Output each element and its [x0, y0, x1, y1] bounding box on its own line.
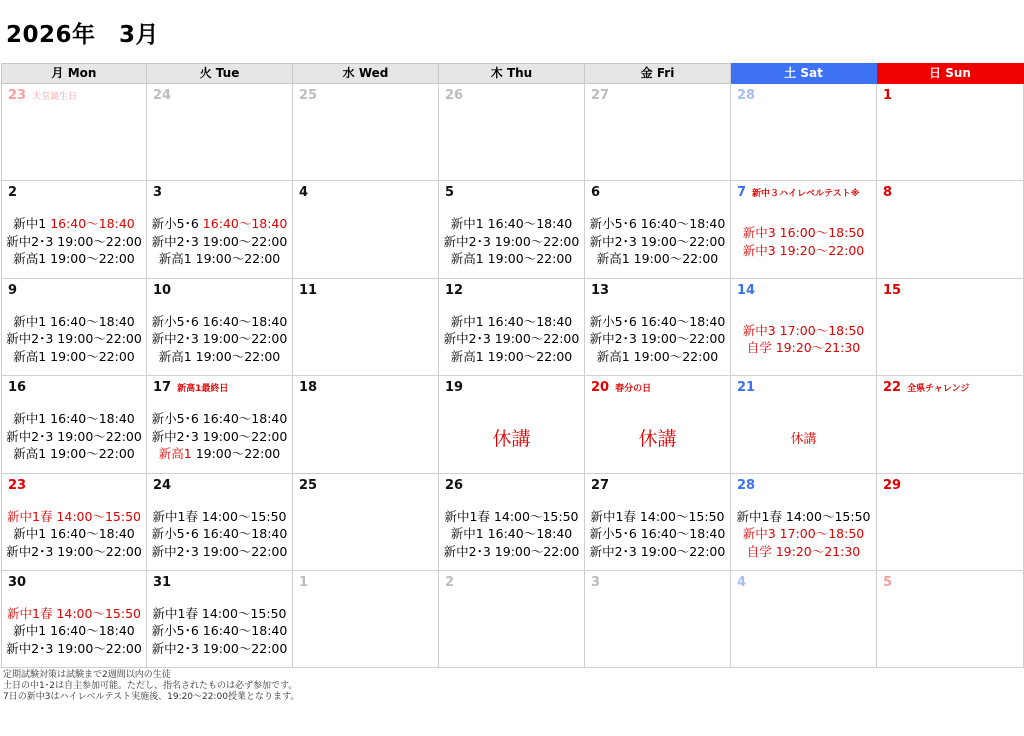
day-cell[interactable]	[147, 474, 293, 571]
weeks-container	[1, 84, 1024, 668]
day-cell[interactable]	[1, 376, 147, 473]
day-cell[interactable]	[439, 376, 585, 473]
day-cell[interactable]	[731, 181, 877, 278]
week-row	[1, 474, 1024, 571]
schedule-line: 新中1 16:40〜18:40	[13, 313, 135, 329]
schedule-line: 新中1 16:40〜18:40	[13, 411, 135, 427]
day-note: 全県チャレンジ	[907, 384, 970, 395]
day-cell[interactable]	[877, 474, 1024, 571]
day-number	[299, 185, 308, 200]
day-number-text: 24	[153, 88, 172, 103]
day-number	[8, 575, 26, 590]
day-number	[153, 478, 171, 493]
day-number-text: 31	[153, 574, 172, 590]
day-number-text: 30	[8, 574, 27, 590]
day-number-text: 18	[299, 380, 318, 396]
day-number-text: 3	[153, 185, 163, 201]
day-number	[8, 185, 17, 200]
day-number-text: 27	[591, 88, 610, 103]
schedule-line: 新中1 16:40〜18:40	[450, 526, 573, 542]
schedule-lines	[585, 313, 730, 366]
day-cell[interactable]	[585, 376, 731, 473]
day-number	[153, 575, 171, 590]
schedule-text: 新中1春 14:00〜15:50	[7, 508, 141, 524]
schedule-line: 新中1 16:40〜18:40	[450, 313, 573, 329]
schedule-line: 新中1春 14:00〜15:50	[736, 508, 871, 524]
day-number-text: 5	[445, 185, 455, 201]
day-cell[interactable]	[585, 571, 731, 668]
schedule-line: 新小5･6 16:40〜18:40	[589, 313, 726, 329]
schedule-line: 新中2･3 19:00〜22:00	[6, 640, 142, 656]
schedule-line: 新中1 16:40〜18:40	[450, 216, 573, 232]
day-number-text: 14	[737, 282, 756, 298]
day-cell[interactable]	[1, 571, 147, 668]
day-number	[883, 478, 901, 493]
day-number	[445, 185, 454, 200]
day-cell[interactable]	[731, 474, 877, 571]
schedule-line: 新高1 19:00〜22:00	[158, 348, 281, 364]
schedule-line: 新小5･6 16:40〜18:40	[151, 411, 288, 427]
day-number	[591, 478, 609, 493]
day-number-text: 23	[8, 477, 27, 493]
week-row	[1, 279, 1024, 376]
day-cell[interactable]	[1, 181, 147, 278]
footer-notes	[3, 670, 299, 703]
schedule-lines	[2, 215, 146, 268]
day-number-text: 3	[591, 574, 601, 590]
day-number	[299, 478, 317, 493]
day-number-text: 23	[8, 88, 27, 103]
schedule-text: 16:40〜18:40	[50, 216, 135, 232]
schedule-line: 新中1春 14:00〜15:50	[152, 605, 287, 621]
day-cell[interactable]	[585, 474, 731, 571]
day-number	[299, 575, 308, 590]
schedule-line: 新中2･3 19:00〜22:00	[589, 543, 726, 559]
weekday-header: 水 Wed	[293, 63, 439, 84]
schedule-line: 新高1 19:00〜22:00	[596, 348, 719, 364]
day-cell[interactable]	[731, 571, 877, 668]
day-number-text: 5	[883, 574, 893, 590]
schedule-line	[2, 215, 146, 233]
schedule-line: 新高1 19:00〜22:00	[450, 251, 573, 267]
weekday-header: 日 Sun	[877, 63, 1024, 84]
schedule-line	[731, 543, 876, 561]
day-cell[interactable]	[1, 279, 147, 376]
day-number	[591, 283, 609, 298]
schedule-line: 新中2･3 19:00〜22:00	[589, 331, 726, 347]
schedule-line	[731, 525, 876, 543]
day-number-text: 26	[445, 477, 464, 493]
schedule-line: 新中2･3 19:00〜22:00	[6, 233, 142, 249]
day-cell[interactable]	[731, 376, 877, 473]
schedule-text: 新小5･6	[151, 216, 203, 232]
day-number	[299, 380, 317, 395]
schedule-line: 新中1春 14:00〜15:50	[152, 508, 287, 524]
day-number-text: 11	[299, 282, 318, 298]
week-row	[1, 571, 1024, 668]
schedule-line: 新中3 17:00〜18:50	[742, 322, 865, 338]
day-number	[8, 88, 77, 103]
day-cell[interactable]	[439, 571, 585, 668]
schedule-lines	[585, 215, 730, 268]
day-number-text: 1	[883, 88, 893, 103]
week-row	[1, 376, 1024, 473]
schedule-text: 新中3 17:00〜18:50	[742, 526, 865, 542]
schedule-lines	[147, 410, 292, 463]
schedule-line: 新高1 19:00〜22:00	[450, 348, 573, 364]
day-number-text: 22	[883, 380, 902, 396]
schedule-lines	[731, 322, 876, 357]
day-cell[interactable]	[147, 376, 293, 473]
schedule-lines	[2, 410, 146, 463]
schedule-line: 新高1 19:00〜22:00	[158, 251, 281, 267]
day-number	[445, 283, 463, 298]
schedule-line: 新中2･3 19:00〜22:00	[151, 331, 288, 347]
day-cell[interactable]	[439, 279, 585, 376]
schedule-line	[2, 508, 146, 526]
schedule-lines	[731, 508, 876, 561]
day-number	[883, 88, 892, 103]
schedule-line: 新中2･3 19:00〜22:00	[443, 233, 580, 249]
day-number	[153, 283, 171, 298]
schedule-line: 新中1春 14:00〜15:50	[444, 508, 579, 524]
schedule-lines	[439, 508, 584, 561]
day-number	[299, 88, 317, 103]
day-number	[883, 283, 901, 298]
schedule-text: 新中1春 14:00〜15:50	[7, 605, 141, 621]
day-note: 新中３ハイレベルテスト※	[752, 189, 860, 200]
day-number	[153, 88, 171, 103]
day-number-text: 21	[737, 380, 756, 396]
day-number	[153, 185, 162, 200]
schedule-lines	[147, 605, 292, 658]
schedule-line: 新小5･6 16:40〜18:40	[151, 526, 288, 542]
day-cell[interactable]	[293, 84, 439, 181]
day-number-text: 25	[299, 477, 318, 493]
day-number	[737, 283, 755, 298]
day-cell[interactable]	[293, 571, 439, 668]
day-cell[interactable]	[293, 279, 439, 376]
day-cell[interactable]	[585, 84, 731, 181]
schedule-lines	[439, 215, 584, 268]
footer-note: 定期試験対策は試験まで2週間以内の生徒	[3, 670, 171, 680]
weekday-header: 月 Mon	[1, 63, 147, 84]
schedule-line: 新中3 19:20〜22:00	[742, 242, 865, 258]
day-cell[interactable]	[877, 181, 1024, 278]
day-number	[445, 88, 463, 103]
day-number	[445, 478, 463, 493]
day-number-text: 28	[737, 477, 756, 493]
schedule-text: 16:40〜18:40	[202, 216, 288, 232]
day-cell[interactable]	[147, 571, 293, 668]
schedule-line: 新中1 16:40〜18:40	[13, 526, 135, 542]
day-number-text: 4	[737, 574, 747, 590]
day-number-text: 2	[8, 185, 18, 201]
day-number	[153, 380, 228, 395]
schedule-line	[147, 445, 292, 463]
day-cell[interactable]	[147, 279, 293, 376]
day-cell[interactable]	[877, 84, 1024, 181]
weekday-header: 土 Sat	[731, 63, 877, 84]
schedule-text: 新中1	[13, 216, 51, 232]
schedule-line: 新小5･6 16:40〜18:40	[589, 216, 726, 232]
day-number-text: 27	[591, 477, 610, 493]
day-number-text: 10	[153, 282, 172, 298]
weekday-header: 金 Fri	[585, 63, 731, 84]
day-note: 新高1最終日	[177, 384, 229, 395]
schedule-lines	[147, 313, 292, 366]
schedule-line: 新中2･3 19:00〜22:00	[151, 543, 288, 559]
day-number	[883, 575, 892, 590]
day-number-text: 7	[737, 185, 747, 201]
schedule-line: 新中2･3 19:00〜22:00	[443, 331, 580, 347]
day-cell[interactable]	[293, 474, 439, 571]
class-cancelled-label: 休講	[790, 432, 817, 448]
weekday-header-row	[1, 63, 1024, 84]
day-number-text: 1	[299, 574, 309, 590]
day-note: 天皇誕生日	[32, 92, 78, 102]
day-number	[591, 185, 600, 200]
class-cancelled-label: 休講	[492, 428, 531, 451]
day-number-text: 19	[445, 380, 464, 396]
schedule-text: 自学 19:20〜21:30	[746, 543, 861, 559]
day-cell[interactable]	[293, 181, 439, 278]
schedule-line: 新高1 19:00〜22:00	[13, 251, 135, 267]
day-cell[interactable]	[147, 181, 293, 278]
schedule-line: 新中2･3 19:00〜22:00	[151, 233, 288, 249]
day-number-text: 9	[8, 282, 18, 298]
week-row	[1, 84, 1024, 181]
day-note: 春分の日	[615, 384, 652, 395]
schedule-line: 自学 19:20〜21:30	[746, 340, 861, 356]
day-number-text: 4	[299, 185, 309, 201]
day-number	[591, 575, 600, 590]
schedule-lines	[439, 313, 584, 366]
day-cell[interactable]	[1, 84, 147, 181]
day-number-text: 15	[883, 282, 902, 298]
day-number-text: 2	[445, 574, 455, 590]
day-number	[299, 283, 317, 298]
schedule-line: 新小5･6 16:40〜18:40	[151, 313, 288, 329]
day-number	[8, 283, 17, 298]
schedule-line: 新小5･6 16:40〜18:40	[589, 526, 726, 542]
schedule-line: 新中2･3 19:00〜22:00	[589, 233, 726, 249]
day-number-text: 24	[153, 477, 172, 493]
page-title: 2026年 3月	[6, 22, 160, 48]
schedule-lines	[731, 224, 876, 259]
schedule-line: 新中2･3 19:00〜22:00	[151, 640, 288, 656]
schedule-line	[2, 605, 146, 623]
day-cell[interactable]	[877, 279, 1024, 376]
day-cell[interactable]	[147, 84, 293, 181]
schedule-line: 新中1春 14:00〜15:50	[590, 508, 725, 524]
weekday-header: 火 Tue	[147, 63, 293, 84]
day-number-text: 29	[883, 477, 902, 493]
schedule-line	[147, 215, 292, 233]
schedule-lines	[2, 508, 146, 561]
day-cell[interactable]	[731, 84, 877, 181]
day-number-text: 26	[445, 88, 464, 103]
day-number-text: 12	[445, 282, 464, 298]
schedule-text: 19:00〜22:00	[195, 446, 281, 462]
schedule-line: 新中2･3 19:00〜22:00	[6, 331, 142, 347]
schedule-line: 新高1 19:00〜22:00	[13, 446, 135, 462]
day-cell[interactable]	[293, 376, 439, 473]
day-cell[interactable]	[439, 474, 585, 571]
day-number	[737, 380, 755, 395]
schedule-lines	[585, 508, 730, 561]
schedule-lines	[2, 313, 146, 366]
schedule-line: 新高1 19:00〜22:00	[13, 348, 135, 364]
day-number-text: 28	[737, 88, 756, 103]
class-cancelled-label: 休講	[638, 428, 677, 451]
day-number	[737, 185, 859, 200]
day-cell[interactable]	[1, 474, 147, 571]
day-number	[8, 478, 26, 493]
day-number	[591, 88, 609, 103]
day-cell[interactable]	[439, 84, 585, 181]
schedule-line: 新高1 19:00〜22:00	[596, 251, 719, 267]
day-number-text: 13	[591, 282, 610, 298]
day-cell[interactable]	[877, 571, 1024, 668]
day-number	[883, 380, 969, 395]
day-number	[445, 575, 454, 590]
day-number	[591, 380, 651, 395]
footer-note: 土日の中1･2は自主参加可能。ただし、指名されたものは必ず参加です。	[3, 681, 298, 691]
day-number-text: 20	[591, 380, 610, 396]
day-number	[445, 380, 463, 395]
day-cell[interactable]	[585, 181, 731, 278]
day-cell[interactable]	[731, 279, 877, 376]
schedule-line: 新中3 16:00〜18:50	[742, 225, 865, 241]
day-cell[interactable]	[585, 279, 731, 376]
schedule-line: 新中2･3 19:00〜22:00	[151, 428, 288, 444]
schedule-lines	[2, 605, 146, 658]
schedule-line: 新小5･6 16:40〜18:40	[151, 623, 288, 639]
day-number-text: 6	[591, 185, 601, 201]
day-cell[interactable]	[877, 376, 1024, 473]
schedule-line: 新中2･3 19:00〜22:00	[443, 543, 580, 559]
footer-note: 7日の新中3はハイレベルテスト実施後、19:20〜22:00授業となります。	[3, 692, 300, 702]
schedule-lines	[147, 508, 292, 561]
day-number	[737, 478, 755, 493]
day-number-text: 17	[153, 380, 172, 396]
schedule-line: 新中2･3 19:00〜22:00	[6, 543, 142, 559]
day-number-text: 25	[299, 88, 318, 103]
day-number-text: 16	[8, 380, 27, 396]
schedule-line: 新中1 16:40〜18:40	[13, 623, 135, 639]
day-number	[883, 185, 892, 200]
schedule-text: 新高1	[158, 446, 196, 462]
day-number-text: 8	[883, 185, 893, 201]
weekday-header: 木 Thu	[439, 63, 585, 84]
day-number	[8, 380, 26, 395]
schedule-lines	[147, 215, 292, 268]
schedule-line: 新中2･3 19:00〜22:00	[6, 428, 142, 444]
day-number	[737, 575, 746, 590]
calendar-grid	[1, 63, 1024, 668]
day-cell[interactable]	[439, 181, 585, 278]
day-number	[737, 88, 755, 103]
week-row	[1, 181, 1024, 278]
